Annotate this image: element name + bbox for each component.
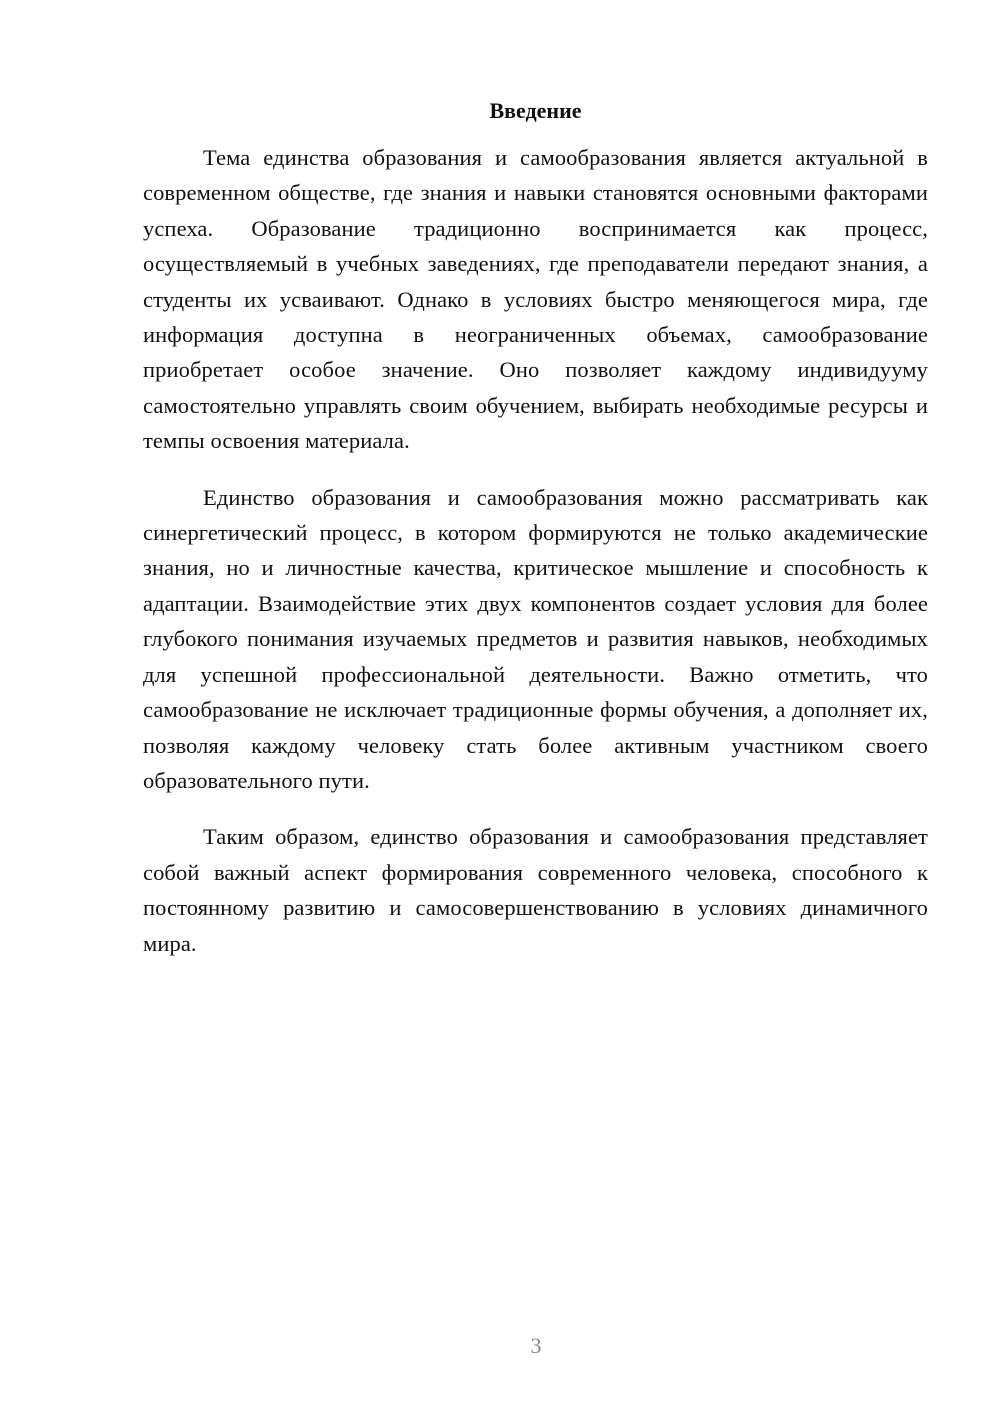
- section-heading: Введение: [489, 98, 582, 123]
- paragraph-3: Таким образом, единство образования и самообразования представляет собой важный аспект формирования современного человека, способного к постоянному развитию и самосовершенствованию в условиях динамичного мира.: [143, 824, 928, 956]
- paragraph-2: Единство образования и самообразования можно рассматривать как синергетический процесс, в котором формируются не только академические знания, но и личностные качества, критическое мышление и способность к адаптации. Взаимодействие этих двух компонентов создает условия для более глубокого понимания изучаемых предметов и развития навыков, необходимых для успешной профессиональной деятельности. Важно отметить, что самообразование не исключает традиционные формы обучения, а дополняет их, позволяя каждому человеку стать более активным участником своего образовательного пути.: [143, 484, 928, 793]
- page-content: [143, 96, 928, 961]
- paragraph-1: Тема единства образования и самообразования является актуальной в современном обществе, где знания и навыки становятся основными факторами успеха. Образование традиционно воспринимается как процесс, осуществляемый в учебных заведениях, где преподаватели передают знания, а студенты их усваивают. Однако в условиях быстро меняющегося мира, где информация доступна в неограниченных объемах, самообразование приобретает особое значение. Оно позволяет каждому индивидууму самостоятельно управлять своим обучением, выбирать необходимые ресурсы и темпы освоения материала.: [143, 145, 928, 454]
- page-number: 3: [530, 1333, 542, 1358]
